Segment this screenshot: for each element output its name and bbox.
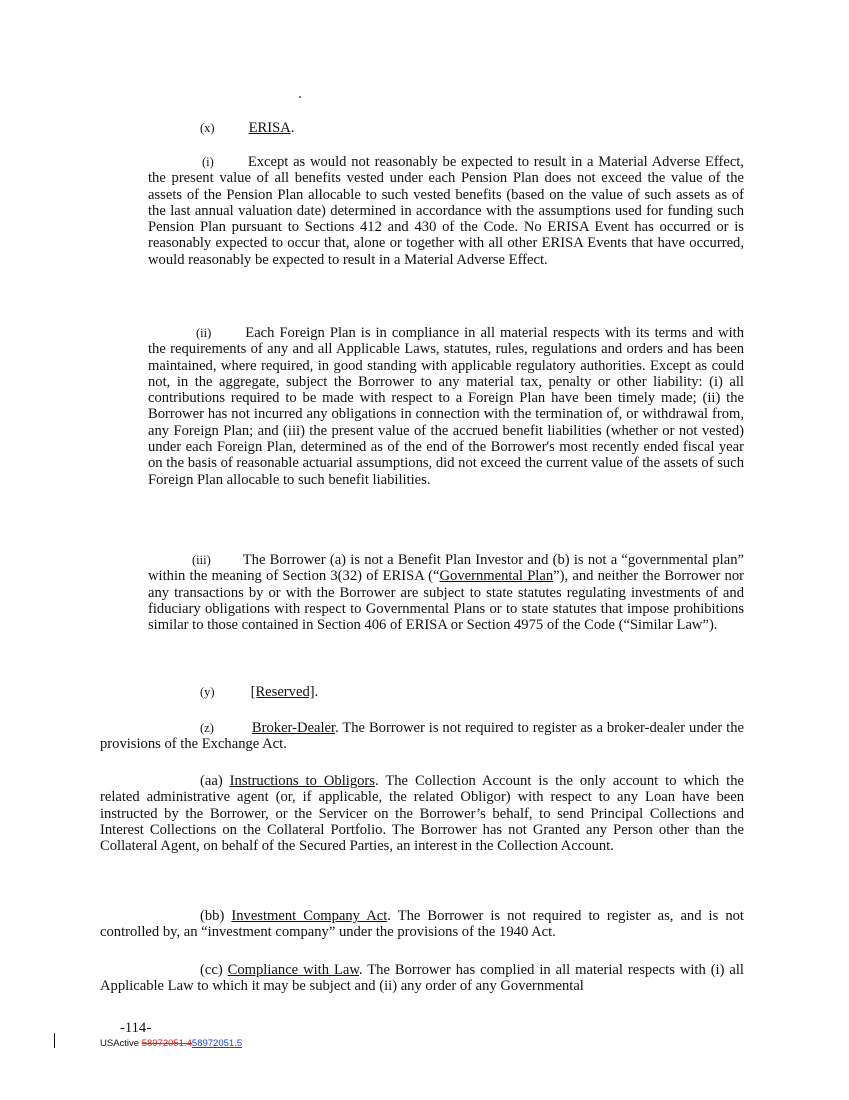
section-x-heading: (x) ERISA. [200, 120, 295, 136]
paragraph-iii-marker: (iii) [192, 553, 211, 567]
paragraph-i-text: Except as would not reasonably be expected to result in a Material Adverse Effect, the present value of all benefits vested under each Pension Plan does not exceed the value of the assets of the Pension Plan allocable to such vested benefits (based on the value of such assets as of the last annual valuation date) determined in accordance with the assumptions used for funding such Pension Plan pursuant to Sections 412 and 430 of the Code. No ERISA Event has occurred or is reasonably expected to occur that, alone or together with all other ERISA Events that have occurred, would reasonably be expected to result in a Material Adverse Effect. [148, 154, 744, 268]
section-z-marker: (z) [200, 721, 214, 735]
revision-change-bar [54, 1033, 55, 1048]
section-z: (z) Broker-Dealer. The Borrower is not required to register as a broker-dealer under the provisions of the Exchange Act. [100, 720, 744, 753]
section-bb-marker: (bb) [200, 908, 225, 924]
document-footer [100, 1038, 242, 1050]
paragraph-ii-marker: (ii) [196, 326, 212, 340]
paragraph-ii-text: Each Foreign Plan is in compliance in all material respects with its terms and with the requirements of any and all Applicable Laws, statutes, rules, regulations and orders and has been maintained, where required, in good standing with applicable regulatory authorities. Except as could not, in the aggregate, subject the Borrower to any material tax, penalty or other liability: (i) all contributions required to be made with respect to a Foreign Plan have been timely made; (ii) the Borrower has not incurred any obligations in connection with the termination of, or withdrawal from, any Foreign Plan; and (iii) the present value of the accrued benefit liabilities (whether or not vested) under each Foreign Plan, determined as of the end of the Borrower's most recently ended fiscal year on the basis of reasonable actuarial assumptions, did not exceed the current value of the assets of such Foreign Plan allocable to such benefit liabilities. [148, 325, 744, 488]
footer-inserted-id: 58972051.5 [191, 1038, 243, 1049]
section-aa-title: Instructions to Obligors [229, 773, 375, 789]
paragraph-i-marker: (i) [202, 155, 214, 169]
section-cc: (cc) Compliance with Law. The Borrower has complied in all material respects with (i) all Applicable Law to which it may be subject and (ii) any order of any Governmental [100, 962, 744, 995]
section-cc-title: Compliance with Law [227, 962, 359, 978]
section-y-title: [Reserved] [250, 684, 315, 700]
footer-prefix: USActive [100, 1038, 142, 1049]
scan-speck [299, 96, 301, 98]
footer-deleted-id: 58972051.4 [141, 1038, 192, 1049]
section-bb-title: Investment Company Act [231, 908, 388, 924]
paragraph-ii [148, 325, 744, 488]
section-x-title: ERISA [248, 120, 291, 136]
section-y-marker: (y) [200, 685, 215, 699]
paragraph-i [148, 154, 744, 268]
section-x-marker: (x) [200, 121, 215, 135]
section-aa: (aa) Instructions to Obligors. The Collection Account is the only account to which the related administrative agent (or, if applicable, the related Obligor) with respect to any Loan have been instructed by the Borrower, or the Servicer on the Borrower’s behalf, to send Principal Collections and Interest Collections on the Collateral Portfolio. The Borrower has not Granted any Person other than the Collateral Agent, on behalf of the Secured Parties, an interest in the Collection Account. [100, 773, 744, 855]
section-bb: (bb) Investment Company Act. The Borrower is not required to register as, and is not controlled by, an “investment company” under the provisions of the 1940 Act. [100, 908, 744, 941]
governmental-plan-term: Governmental Plan [439, 568, 554, 585]
section-z-title: Broker-Dealer [251, 720, 336, 736]
page-number: -114- [120, 1020, 152, 1036]
section-cc-marker: (cc) [200, 962, 223, 978]
section-aa-marker: (aa) [200, 773, 223, 789]
section-y-heading: (y) [Reserved]. [200, 684, 319, 700]
paragraph-iii: (iii) The Borrower (a) is not a Benefit Plan Investor and (b) is not a “governmental plan” within the meaning of Section 3(32) of ERISA (“Governmental Plan”), and neither the Borrower nor any transactions by or with the Borrower are subject to state statutes regulating investments of and fiduciary obligations with respect to Governmental Plans or to state statutes that impose prohibitions similar to those contained in Section 406 of ERISA or Section 4975 of the Code (“Similar Law”). [148, 552, 744, 634]
